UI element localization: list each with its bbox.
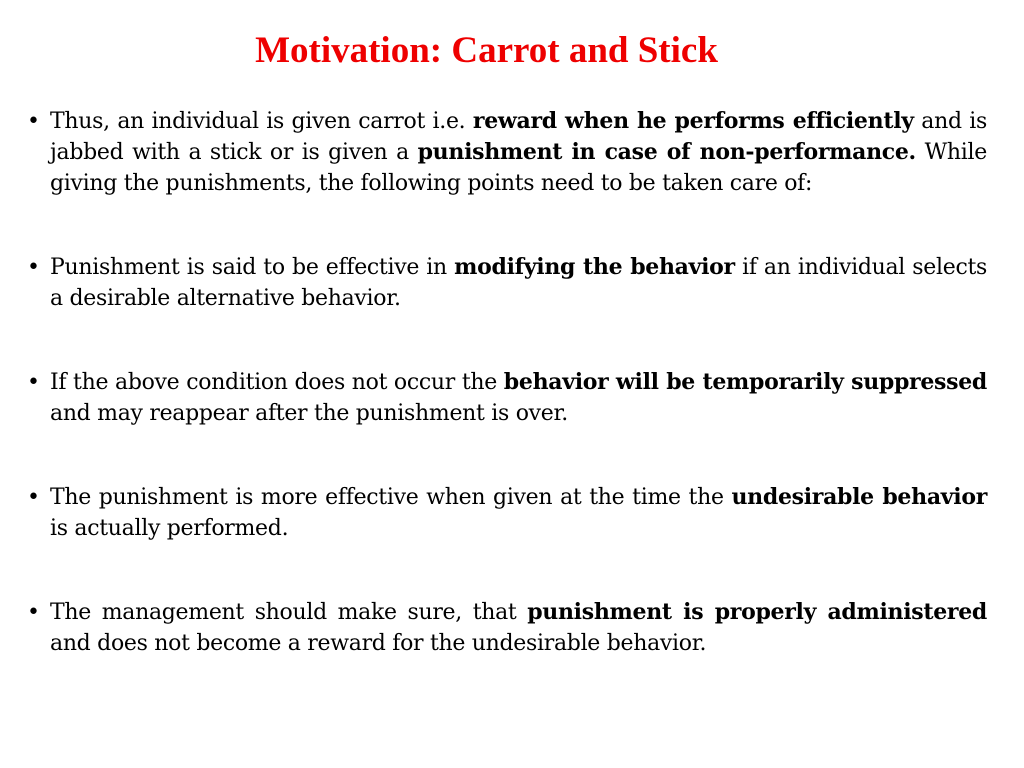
bullet-list (27, 106, 987, 659)
bullet-emphasis: behavior will be temporarily suppressed (503, 369, 987, 395)
bullet-marker: • (27, 370, 40, 395)
bullet-text-segment: Thus, an individual is given carrot i.e. (50, 109, 473, 134)
bullet-text-segment: Punishment is said to be effective in (50, 255, 455, 280)
bullet-emphasis: modifying the behavior (454, 254, 735, 280)
bullet-emphasis: punishment is properly administered (527, 599, 987, 625)
bullet-text-segment: The punishment is more effective when given at the time the (50, 485, 732, 510)
bullet-item (27, 482, 987, 544)
bullet-item (27, 597, 987, 659)
bullet-item (27, 106, 987, 199)
bullet-emphasis: undesirable behavior (731, 484, 987, 510)
bullet-marker: • (27, 600, 40, 625)
slide-title: Motivation: Carrot and Stick (255, 30, 718, 71)
bullet-text-segment: and is jabbed with a stick or is given a (50, 109, 987, 165)
bullet-text-segment: and may reappear after the punishment is over. (50, 401, 568, 426)
bullet-emphasis: reward when he performs efficiently (472, 108, 914, 134)
bullet-item (27, 367, 987, 429)
bullet-marker: • (27, 485, 40, 510)
bullet-item (27, 252, 987, 314)
bullet-marker: • (27, 109, 40, 134)
bullet-emphasis: punishment in case of non-performance. (417, 139, 916, 165)
bullet-text-segment: is actually performed. (50, 516, 289, 541)
bullet-text-segment: The management should make sure, that (50, 600, 528, 625)
bullet-text-segment: While giving the punishments, the following points need to be taken care of: (50, 140, 987, 196)
bullet-marker: • (27, 255, 40, 280)
bullet-text-segment: If the above condition does not occur the (50, 370, 504, 395)
bullet-text-segment: and does not become a reward for the undesirable behavior. (50, 631, 707, 656)
bullet-text-segment: if an individual selects a desirable alternative behavior. (50, 255, 987, 311)
